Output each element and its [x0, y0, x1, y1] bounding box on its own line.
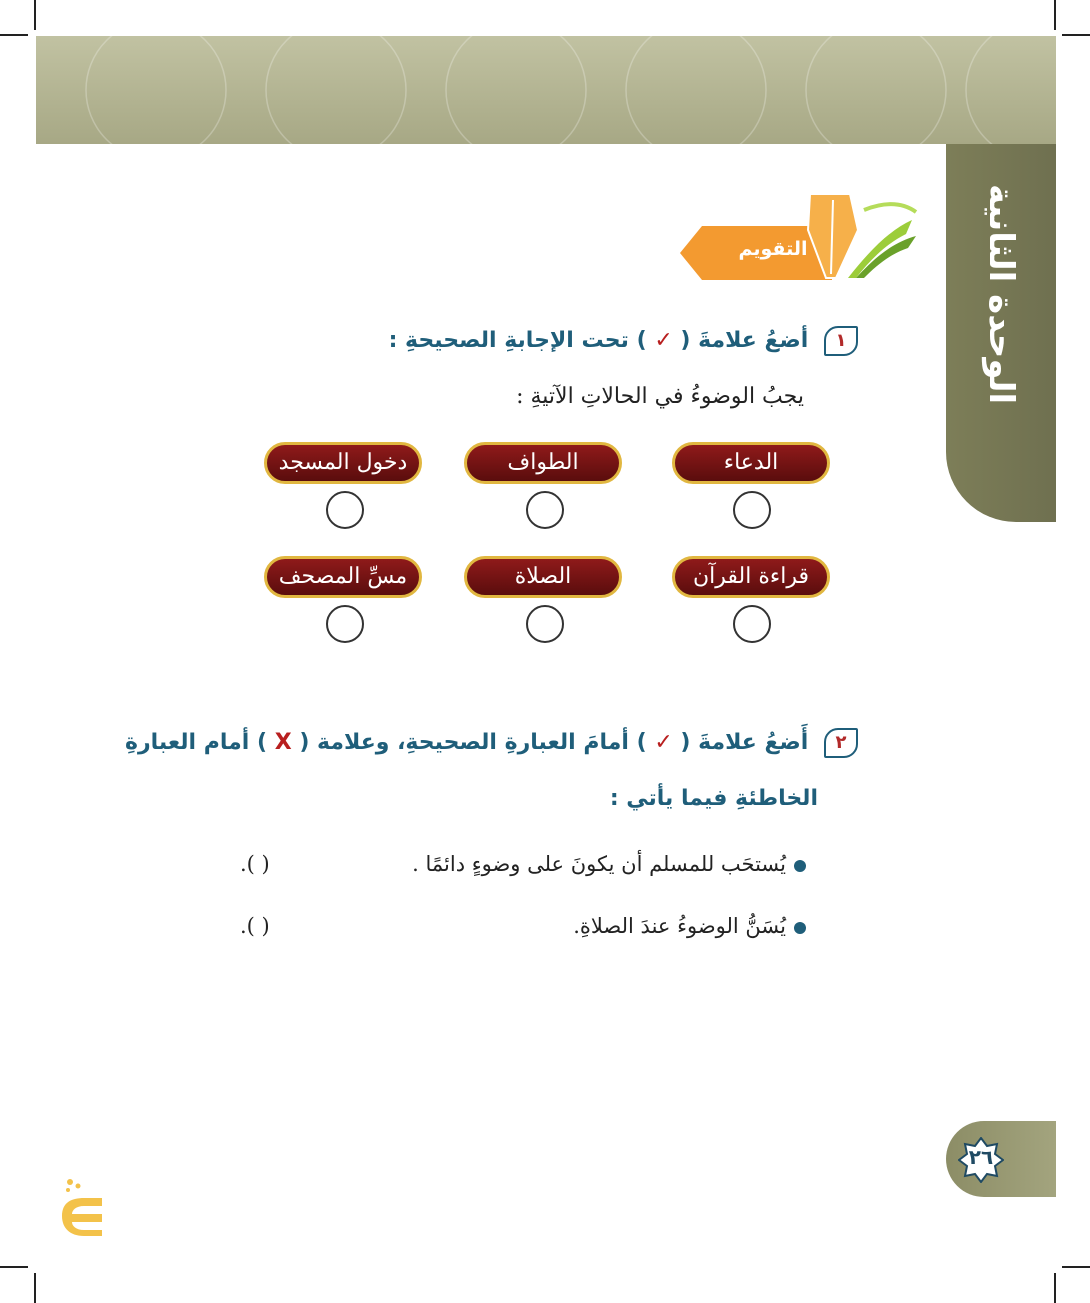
- answer-blank[interactable]: .( ): [240, 852, 270, 876]
- statement-text: يُسَنُّ الوضوءُ عندَ الصلاةِ.: [573, 914, 786, 938]
- instruction-text: ) تحت الإجابةِ الصحيحةِ :: [388, 328, 647, 353]
- crop-mark: [0, 34, 28, 36]
- option-pill: دخول المسجد: [264, 442, 422, 484]
- question-1-lead: يجبُ الوضوءُ في الحالاتِ الآتيةِ :: [516, 384, 804, 409]
- question-1-instruction: [389, 326, 858, 356]
- section-banner: [680, 190, 920, 282]
- instruction-text: ) أمام العبارةِ: [124, 730, 268, 755]
- answer-circle[interactable]: [733, 491, 771, 529]
- statement-item: [412, 852, 806, 876]
- pattern-decoration: [36, 36, 1056, 144]
- check-icon: ✓: [654, 730, 673, 755]
- check-icon: ✓: [654, 328, 673, 353]
- crop-mark: [34, 0, 36, 30]
- option-pill: الصلاة: [464, 556, 622, 598]
- answer-circle[interactable]: [733, 605, 771, 643]
- pen-book-icon: [680, 190, 920, 282]
- crop-mark: [0, 1266, 28, 1268]
- question-number: ١: [824, 326, 858, 356]
- answer-circle[interactable]: [326, 491, 364, 529]
- crop-mark: [1054, 0, 1056, 30]
- answer-circle[interactable]: [526, 605, 564, 643]
- instruction-text: ) أمامَ العبارةِ الصحيحةِ، وعلامة (: [299, 730, 647, 755]
- instruction-text: أَضعُ علامةَ (: [680, 730, 809, 755]
- header-band: [36, 36, 1056, 144]
- publisher-logo: [58, 1176, 108, 1238]
- answer-blank[interactable]: .( ): [240, 914, 270, 938]
- statement-text: يُستحَب للمسلم أن يكونَ على وضوءٍ دائمًا .: [412, 852, 786, 876]
- question-number: ٢: [824, 728, 858, 758]
- unit-side-tab: [946, 144, 1056, 522]
- answer-circle[interactable]: [326, 605, 364, 643]
- statement-item: [573, 914, 806, 938]
- option-pill: مسِّ المصحف: [264, 556, 422, 598]
- crop-mark: [1062, 34, 1090, 36]
- crop-mark: [1062, 1266, 1090, 1268]
- x-icon: X: [274, 730, 292, 755]
- unit-title: الوحدة الثانية: [981, 184, 1021, 405]
- answer-circle[interactable]: [526, 491, 564, 529]
- bullet-icon: [794, 922, 806, 934]
- section-label: التقويم: [738, 238, 808, 260]
- option-pill: قراءة القرآن: [672, 556, 830, 598]
- option-pill: الطواف: [464, 442, 622, 484]
- instruction-text: أضعُ علامةَ (: [680, 328, 809, 353]
- question-2-instruction: [125, 728, 858, 758]
- bullet-icon: [794, 860, 806, 872]
- page-number: ٢٦: [968, 1145, 994, 1169]
- crop-mark: [34, 1273, 36, 1303]
- crop-mark: [1054, 1273, 1056, 1303]
- question-2-instruction-line2: الخاطئةِ فيما يأتي :: [609, 786, 818, 811]
- page-number-badge: [958, 1137, 1004, 1183]
- option-pill: الدعاء: [672, 442, 830, 484]
